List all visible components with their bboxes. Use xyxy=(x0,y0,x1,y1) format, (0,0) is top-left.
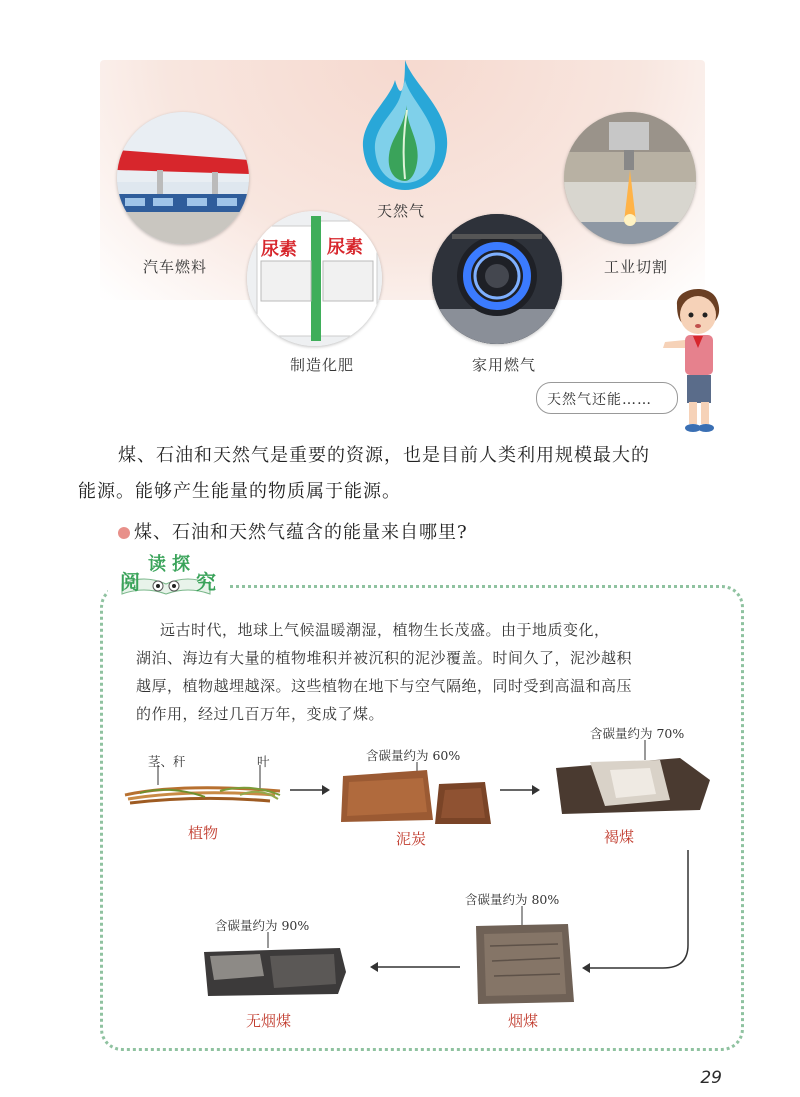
fertilizer-bag-text-left: 尿素 xyxy=(261,239,297,260)
page-number: 29 xyxy=(700,1068,722,1088)
reading-title-char-1: 阅 xyxy=(120,570,140,594)
car-fuel-label: 汽车燃料 xyxy=(143,258,208,276)
fertilizer-photo xyxy=(247,211,382,346)
arrow-left-icon xyxy=(370,960,460,974)
stage-bituminous-label: 烟煤 xyxy=(508,1012,539,1030)
speech-text: 天然气还能…… xyxy=(547,392,652,408)
reading-title-char-2: 读 xyxy=(148,554,166,575)
reading-title-char-4: 究 xyxy=(196,570,216,594)
fertilizer-label: 制造化肥 xyxy=(290,356,355,374)
reading-line-1: 远古时代，地球上气候温暖潮湿，植物生长茂盛。由于地质变化， xyxy=(160,621,610,639)
reading-line-3: 越厚，植物越埋越深。这些植物在地下与空气隔绝，同时受到高温和高压 xyxy=(136,677,633,695)
speech-bubble xyxy=(536,382,678,414)
curved-arrow-icon xyxy=(578,850,698,975)
stage-peat-label: 泥炭 xyxy=(396,830,427,848)
paragraph-line-2: 能源。能够产生能量的物质属于能源。 xyxy=(78,481,401,502)
reading-line-4: 的作用，经过几百万年，变成了煤。 xyxy=(136,705,385,723)
reading-title-badge xyxy=(108,550,228,600)
arrow-right-icon xyxy=(290,783,330,797)
bullet-dot xyxy=(118,527,130,539)
stage-plant-label: 植物 xyxy=(188,824,219,842)
question-text: 煤、石油和天然气蕴含的能量来自哪里? xyxy=(134,522,468,543)
fertilizer-bag-text-right: 尿素 xyxy=(327,237,363,258)
lignite-image xyxy=(550,740,715,820)
peat-carbon-label: 含碳量约为 60% xyxy=(366,748,461,763)
plant-image xyxy=(120,765,285,815)
reading-title-char-3: 探 xyxy=(172,554,190,575)
bituminous-image xyxy=(470,906,580,1006)
arrow-right-icon xyxy=(500,783,540,797)
anthracite-carbon-label: 含碳量约为 90% xyxy=(215,918,310,933)
home-gas-label: 家用燃气 xyxy=(472,356,537,374)
gas-station-photo xyxy=(117,112,249,244)
bituminous-carbon-label: 含碳量约为 80% xyxy=(465,892,560,907)
gas-stove-photo xyxy=(432,214,562,344)
natural-gas-label: 天然气 xyxy=(377,202,426,220)
industrial-cutting-photo xyxy=(564,112,696,244)
lignite-carbon-label: 含碳量约为 70% xyxy=(590,726,685,741)
anthracite-image xyxy=(200,932,350,1002)
stage-lignite-label: 褐煤 xyxy=(604,828,635,846)
stage-anthracite-label: 无烟煤 xyxy=(246,1012,292,1030)
plant-leaf-label: 叶 xyxy=(257,754,270,769)
peat-image xyxy=(335,762,500,832)
paragraph-line-1: 煤、石油和天然气是重要的资源，也是目前人类利用规模最大的 xyxy=(118,445,650,466)
reading-line-2: 湖泊、海边有大量的植物堆积并被沉积的泥沙覆盖。时间久了，泥沙越积 xyxy=(136,649,633,667)
boy-illustration xyxy=(655,280,745,440)
flame-icon xyxy=(355,55,455,195)
industrial-cutting-label: 工业切割 xyxy=(604,258,669,276)
plant-stem-label: 茎、秆 xyxy=(148,754,186,769)
